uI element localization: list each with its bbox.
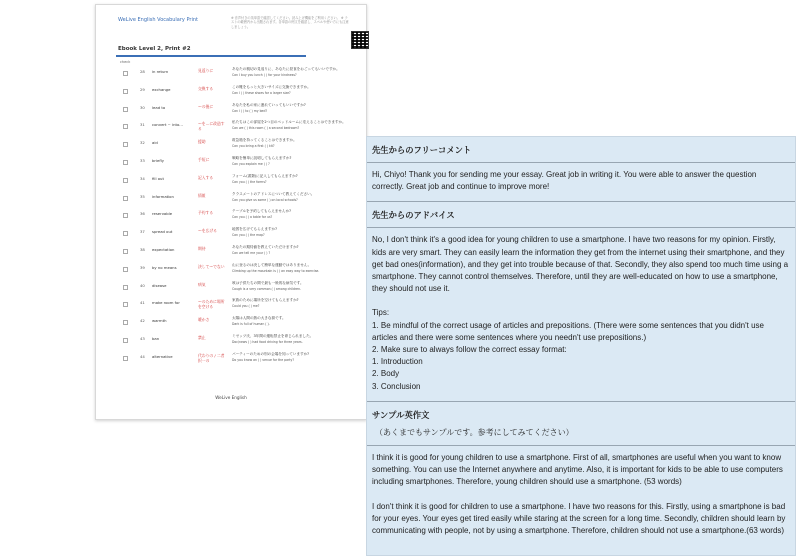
vocab-number: 41 [140,300,145,306]
checkbox[interactable] [123,302,128,307]
vocab-japanese: 予約する [198,210,214,216]
vocab-example-english: Could you ( ) me? [232,304,260,309]
vocab-japanese: 情報 [198,192,206,198]
checkbox[interactable] [123,142,128,147]
checkbox[interactable] [123,107,128,112]
checkbox[interactable] [123,178,128,183]
vocab-example-japanese: 地図を広げてもらえますか? [232,227,278,232]
vocab-english: in return [152,69,169,74]
vocab-example-english: Cough is a very common ( ) among children. [232,286,302,291]
vocab-number: 43 [140,335,145,341]
vocab-english: ban [152,335,160,341]
vocab-number: 40 [140,282,145,288]
checkbox[interactable] [123,285,128,290]
vocab-english: alternative [152,353,173,359]
vocab-number: 32 [140,140,145,146]
vocab-example-english: Can we tell me your ( ) ? [232,250,271,255]
vocab-example-japanese: 山に登るのは決して簡単な運動ではありません。 [232,262,312,267]
vocab-row [118,65,358,83]
tip-2: 2. Make sure to always follow the correct essay format: [372,345,567,355]
checkbox[interactable] [123,231,128,236]
vocab-row [118,154,358,172]
advice-text: No, I don't think it's a good idea for young children to use a smartphone. I have two reasons for my opinion. Firstly, kids are very smart. They can easily learn the information they get from the internet using their smartphone, and they get bad ones(information), and they get into trouble because of that. Secondly, they also spend too much time using a smartphone. They cannot control themselves. Therefore, until they are well-educated on how to use a smartphone, they should not use it. [372,235,789,294]
vocab-example-english: Doc/news ( ) had food driving for three years. [232,339,303,344]
worksheet-level-title: Ebook Level 2, Print #2 [118,46,191,52]
vocab-row [118,118,358,136]
vocab-japanese: 手短に [198,156,210,162]
advice-section [367,202,795,401]
free-comment-title: 先生からのフリーコメント [372,145,472,155]
tip-1: 1. Be mindful of the correct usage of articles and prepositions. (There were some sentences that you didn't use articles and there were some sentences where you needn't use prepositions.) [372,320,764,342]
vocab-row [118,136,358,154]
worksheet-brand: WeLive English Vocabulary Print [118,17,198,23]
vocab-english: disease [152,282,167,288]
vocab-number: 44 [140,353,145,359]
vocab-english: make room for [152,300,180,306]
worksheet-footer: WeLive English [215,395,247,400]
vocab-row [118,332,358,350]
vocab-number: 37 [140,229,145,235]
vocab-english: fill out [152,175,164,181]
vocab-number: 39 [140,264,145,270]
vocabulary-worksheet [95,4,367,420]
level-divider [116,55,306,57]
vocab-english: warmth [152,318,167,324]
advice-title: 先生からのアドバイス [372,210,455,221]
sample-essay-2: I don't think it is good for children to use a smartphone. I have two reasons for this. Firstly, using a smartphone is bad for your eyes. Your eyes get tired easily while staring at the screen for a long time. Secondly, children should learn by communicating with people, not by using a smartphone. Therefore, children should not use a smartphone.(63 words) [372,501,786,536]
vocab-example-english: Do you know an ( ) venue for the party? [232,357,294,362]
vocab-row [118,243,358,261]
vocab-english: information [152,193,174,199]
vocab-japanese: 援助 [198,139,206,145]
vocab-japanese: 〜を広げる [198,228,217,234]
vocab-japanese: 見返りに [198,68,214,73]
vocab-example-japanese: 戦略を簡単に説明してもらえますか? [232,155,292,160]
format-introduction: 1. Introduction [372,357,423,367]
vocab-number: 35 [140,193,145,199]
checkbox[interactable] [123,160,128,165]
vocab-row [118,83,358,101]
vocab-japanese: 期待 [198,245,206,251]
vocab-example-japanese: 太陽は人間の熱の大きな源です。 [232,316,286,321]
vocab-example-english: Can you ( ) a table for us? [232,215,273,220]
vocab-japanese: 〜の後に [198,103,214,109]
vocab-example-japanese: パーティーのための別の会場を知っていますか? [232,351,310,356]
vocab-example-japanese: ミゼッツ氏、3年間の運転禁止を命じられました。 [232,333,314,338]
vocab-english: convert ~ into... [152,122,183,128]
vocab-row [118,101,358,119]
vocab-row [118,261,358,279]
section-divider [367,445,795,446]
vocab-english: aid [152,140,158,146]
vocab-example-japanese: 私たちはこの部屋を2つ目のベッドルームに変えることはできますか。 [232,120,346,125]
vocab-example-japanese: フォーム(書類)に記入してもらえますか? [232,173,298,178]
vocab-row [118,279,358,297]
vocab-japanese: 〜のために場所を空ける [198,299,225,310]
checkbox[interactable] [123,267,128,272]
checkbox[interactable] [123,71,128,76]
vocabulary-list [118,65,358,368]
sample-note: （あくまでもサンプルです。参考にしてみてください） [375,427,574,437]
checkbox[interactable] [123,249,128,254]
vocab-english: exchange [152,86,171,92]
vocab-example-japanese: 救急箱を持ってくることはできますか。 [232,138,297,143]
vocab-japanese: 決して〜でない [198,263,225,269]
sample-essay-title: サンプル英作文 [372,409,430,420]
vocab-example-english: Climbing up the mountain is ( ) an easy way to exercise. [232,268,320,273]
checkbox[interactable] [123,320,128,325]
vocab-example-english: Can you bring a first ( ) kit? [232,144,275,149]
vocab-japanese: 暖かさ [198,317,210,323]
free-comment-text: Hi, Chiyo! Thank you for sending me your essay. Great job in writing it. You were able to answer the question correctly. Great job and continue to improve more! [372,170,757,192]
vocab-number: 30 [140,104,145,110]
vocab-example-japanese: あなたを私の家に連れていってもいいですか? [232,102,306,107]
vocab-row [118,225,358,243]
vocab-row [118,350,358,368]
vocab-english: lead to [152,104,166,110]
vocab-row [118,314,358,332]
checkbox[interactable] [123,89,128,94]
free-comment-section [367,137,795,202]
vocab-number: 42 [140,318,145,324]
sample-essay-1: I think it is good for young children to use a smartphone. First of all, smartphones are useful when you want to know something. You can use the Internet anywhere and anytime. Also, it is important for kids to be able to use computers including smartphones. Therefore, young children should use a smartphone. (53 words) [372,453,783,487]
vocab-example-english: Can you explain me ( ) ? [232,161,270,166]
vocab-english: briefly [152,157,165,163]
vocab-number: 28 [140,69,145,74]
vocab-english: spread out [152,229,173,235]
checkbox[interactable] [123,338,128,343]
vocab-number: 29 [140,86,145,92]
vocab-japanese: 〜を…に改造する [198,121,225,132]
vocab-english: reservable [152,211,173,217]
vocab-example-english: Can I ( ) to ( ) my bed? [232,108,268,113]
format-conclusion: 3. Conclusion [372,381,421,391]
vocab-english: by no means [152,264,177,270]
vocab-number: 33 [140,157,145,163]
worksheet-notes: ※ 音声付きの英単語で確認してください。読み上げ機能をご利用ください。 ※ テストの範囲内から出題されます。各単語の例文を確認し、スペルや使い方にも注意しましょう。 [231,16,349,29]
vocab-number: 31 [140,122,145,128]
vocab-row [118,190,358,208]
vocab-number: 34 [140,175,145,181]
vocab-row [118,296,358,314]
vocab-row [118,207,358,225]
checkbox[interactable] [123,213,128,218]
vocab-example-japanese: 咳は子供たちの間で最も一般的な病気です。 [232,280,304,285]
sample-essay-section [367,402,795,545]
check-column-header: check [120,60,131,64]
checkbox[interactable] [123,356,128,361]
vocab-example-english: Can we ( ) this room ( ) a second bedroom? [232,126,300,131]
vocab-example-english: Can I ( ) these shoes for a larger size? [232,90,291,95]
vocab-number: 38 [140,246,145,252]
qr-code-icon [351,31,369,49]
vocab-example-japanese: この靴をもっと大きいサイズに交換できますか。 [232,84,311,89]
vocab-japanese: 代わりの / 二者択一の [198,352,225,363]
vocab-japanese: 病気 [198,281,206,287]
vocab-japanese: 交換する [198,85,214,91]
vocab-example-english: Can you give us some ( ) on local schools? [232,197,298,202]
vocab-number: 36 [140,211,145,217]
vocab-row [118,172,358,190]
vocab-example-english: Can I buy you lunch ( ) for your kindness? [232,73,297,77]
checkbox[interactable] [123,196,128,201]
checkbox[interactable] [123,124,128,129]
vocab-example-english: Can you ( ) the forms? [232,179,267,184]
vocab-japanese: 禁止 [198,334,206,340]
vocab-example-english: Dark is full of human ( ). [232,322,270,327]
vocab-example-english: Can you ( ) the map? [232,233,265,238]
vocab-english: expectation [152,246,175,252]
tips-label: Tips: [372,308,390,318]
vocab-japanese: 記入する [198,174,214,180]
feedback-panel [366,136,796,556]
vocab-example-japanese: テーブルを予約してもらえませんか? [232,209,292,214]
vocab-example-japanese: あなたの期待値を教えていただけますか? [232,244,299,249]
vocab-example-japanese: 家族のために場所を空けてもらえますか? [232,298,299,303]
vocab-example-japanese: クラスメートのアドレスについて教えてください。 [232,191,315,196]
vocab-example-japanese: あなたの親切の見返りに、あなたに昼食をおごってもいいですか。 [232,67,340,71]
format-body: 2. Body [372,369,400,379]
